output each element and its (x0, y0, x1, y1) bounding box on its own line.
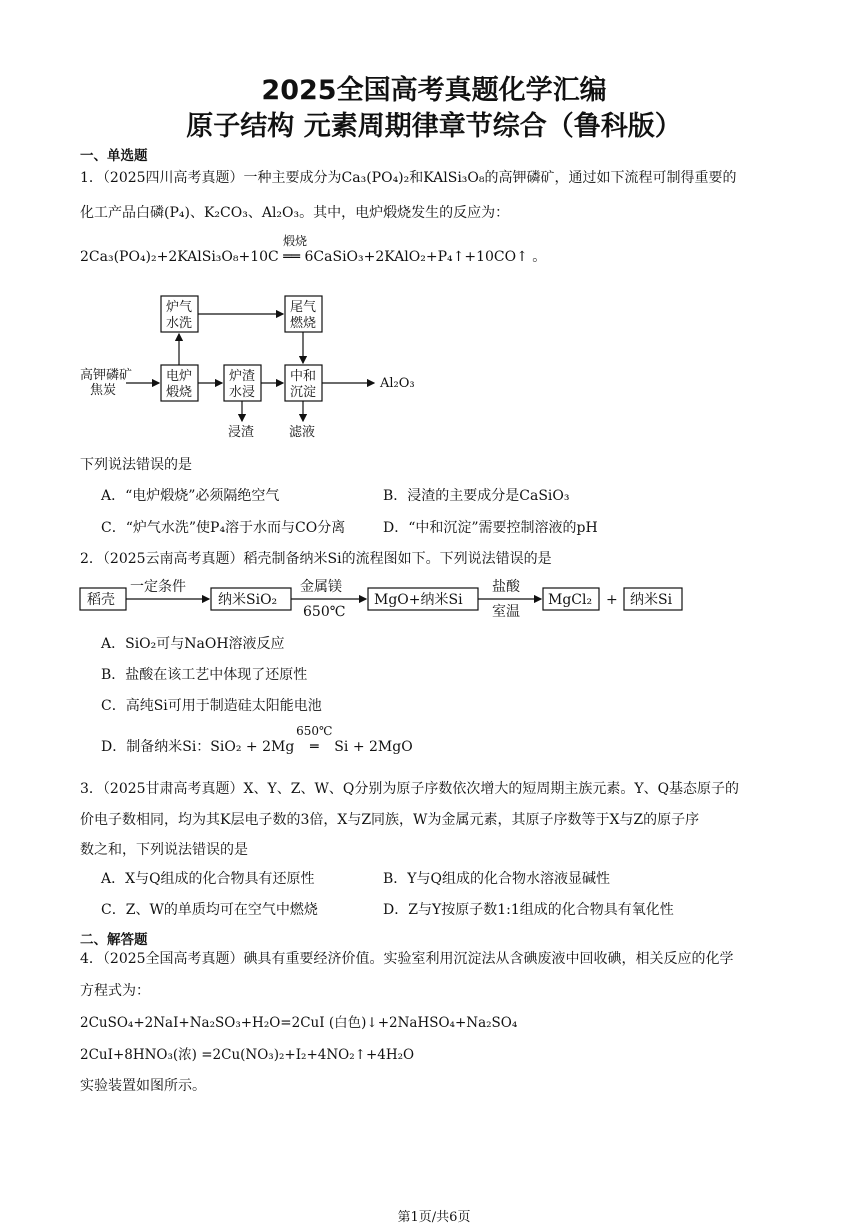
q2-option-d-condition: 650℃ (296, 724, 333, 738)
q2-option-d (101, 724, 413, 756)
q2-intro: 2．（2025云南高考真题）稻壳制备纳米Si的流程图如下。下列说法错误的是 (80, 551, 552, 567)
flow-output-leach-residue: 浸渣 (228, 425, 255, 440)
section-heading-answer: 二、解答题 (80, 932, 148, 948)
flow-product-al2o3: Al₂O₃ (380, 376, 415, 391)
q2-option-d-prefix: D．制备纳米Si：SiO₂ + 2Mg (101, 739, 295, 755)
q1-option-b: B．浸渣的主要成分是CaSiO₃ (383, 488, 570, 504)
q1-line2: 化工产品白磷(P₄)、K₂CO₃、Al₂O₃。其中，电炉煅烧发生的反应为： (80, 205, 510, 221)
q2-option-c: C．高纯Si可用于制造硅太阳能电池 (101, 698, 322, 714)
box-tail-gas-burn-l1: 尾气 (290, 300, 317, 315)
document-subtitle: 原子结构 元素周期律章节综合（鲁科版） (186, 111, 682, 142)
q4-line3: 实验装置如图所示。 (80, 1078, 206, 1094)
document-title: 2025全国高考真题化学汇编 (261, 75, 607, 106)
q1-question: 下列说法错误的是 (80, 457, 192, 473)
q1-equation (80, 246, 546, 266)
box-tail-gas-burn-l2: 燃烧 (290, 316, 317, 331)
box-electric-furnace-l2: 煅烧 (166, 385, 193, 400)
q2-box-mgcl2-label: MgCl₂ (548, 592, 593, 608)
q2-plus-sign: + (606, 592, 618, 608)
q2-flow-diagram (78, 576, 688, 624)
q2-arrow2-temperature: 650℃ (303, 604, 346, 620)
q4-equation-1: 2CuSO₄+2NaI+Na₂SO₃+H₂O=2CuI (白色)↓+2NaHSO₄+Na₂SO₄ (80, 1015, 518, 1031)
q2-option-a: A．SiO₂可与NaOH溶液反应 (101, 636, 285, 652)
q2-option-d-suffix: Si + 2MgO (334, 739, 413, 755)
box-neutralize-l1: 中和 (290, 369, 317, 384)
q2-option-b: B．盐酸在该工艺中体现了还原性 (101, 667, 308, 683)
q1-equation-condition: 煅烧 (283, 234, 308, 248)
q2-box-nano-sio2-label: 纳米SiO₂ (218, 592, 278, 608)
box-furnace-gas-wash-l1: 炉气 (166, 300, 193, 315)
q2-arrow2-reagent: 金属镁 (300, 579, 342, 595)
q2-option-d-equals: 650℃ ═ (296, 724, 333, 755)
flow-output-filtrate: 滤液 (289, 425, 316, 440)
box-slag-leach-l1: 炉渣 (229, 369, 256, 384)
q1-option-c: C．“炉气水洗”使P₄溶于水而与CO分离 (101, 520, 346, 536)
q3-option-c: C．Z、W的单质均可在空气中燃烧 (101, 902, 318, 918)
q2-box-rice-husk-label: 稻壳 (87, 592, 115, 608)
q4-equation-2: 2CuI+8HNO₃(浓) =2Cu(NO₃)₂+I₂+4NO₂↑+4H₂O (80, 1047, 415, 1063)
box-neutralize-l2: 沉淀 (290, 385, 317, 400)
q2-box-nano-si-label: 纳米Si (630, 592, 673, 608)
flow-input-coke: 焦炭 (90, 383, 117, 398)
flow-input-ore: 高钾磷矿 (80, 368, 133, 383)
box-furnace-gas-wash-l2: 水洗 (166, 316, 193, 331)
q1-intro: 1．（2025四川高考真题）一种主要成分为Ca₃(PO₄)₂和KAlSi₃O₈的高钾磷矿，通过如下流程可制得重要的 (80, 170, 737, 186)
q4-line2: 方程式为： (80, 983, 150, 999)
page-footer: 第1页/共6页 (397, 1210, 471, 1225)
q4-line1: 4．（2025全国高考真题）碘具有重要经济价值。实验室利用沉淀法从含碘废液中回收碘，相关反应的化学 (80, 951, 734, 967)
q2-arrow1-condition: 一定条件 (130, 579, 186, 595)
q3-line1: 3．（2025甘肃高考真题）X、Y、Z、W、Q分别为原子序数依次增大的短周期主族元素。Y、Q基态原子的 (80, 781, 740, 797)
q1-option-a: A．“电炉煅烧”必须隔绝空气 (101, 488, 280, 504)
box-electric-furnace-l1: 电炉 (166, 369, 193, 384)
q3-option-d: D．Z与Y按原子数1:1组成的化合物具有氧化性 (383, 902, 674, 918)
box-slag-leach-l2: 水浸 (229, 385, 256, 400)
q2-arrow3-reagent: 盐酸 (492, 579, 520, 595)
q3-line3: 数之和，下列说法错误的是 (80, 842, 248, 858)
q3-line2: 价电子数相同，均为其K层电子数的3倍，X与Z同族，W为金属元素，其原子序数等于X与Z的原子序 (80, 812, 700, 828)
q3-option-a: A．X与Q组成的化合物具有还原性 (101, 871, 315, 887)
q1-option-d: D．“中和沉淀”需要控制溶液的pH (383, 520, 598, 536)
q1-equation-text: 2Ca₃(PO₄)₂+2KAlSi₃O₈+10C ══ 6CaSiO₃+2KAlO₂+P₄↑+10CO↑ 。 (80, 249, 547, 265)
q1-flow-diagram (78, 290, 438, 445)
q2-box-mgo-si-label: MgO+纳米Si (374, 592, 463, 608)
q3-option-b: B．Y与Q组成的化合物水溶液显碱性 (383, 871, 611, 887)
q2-arrow3-condition: 室温 (492, 604, 520, 620)
section-heading-single-choice: 一、单选题 (80, 148, 148, 164)
